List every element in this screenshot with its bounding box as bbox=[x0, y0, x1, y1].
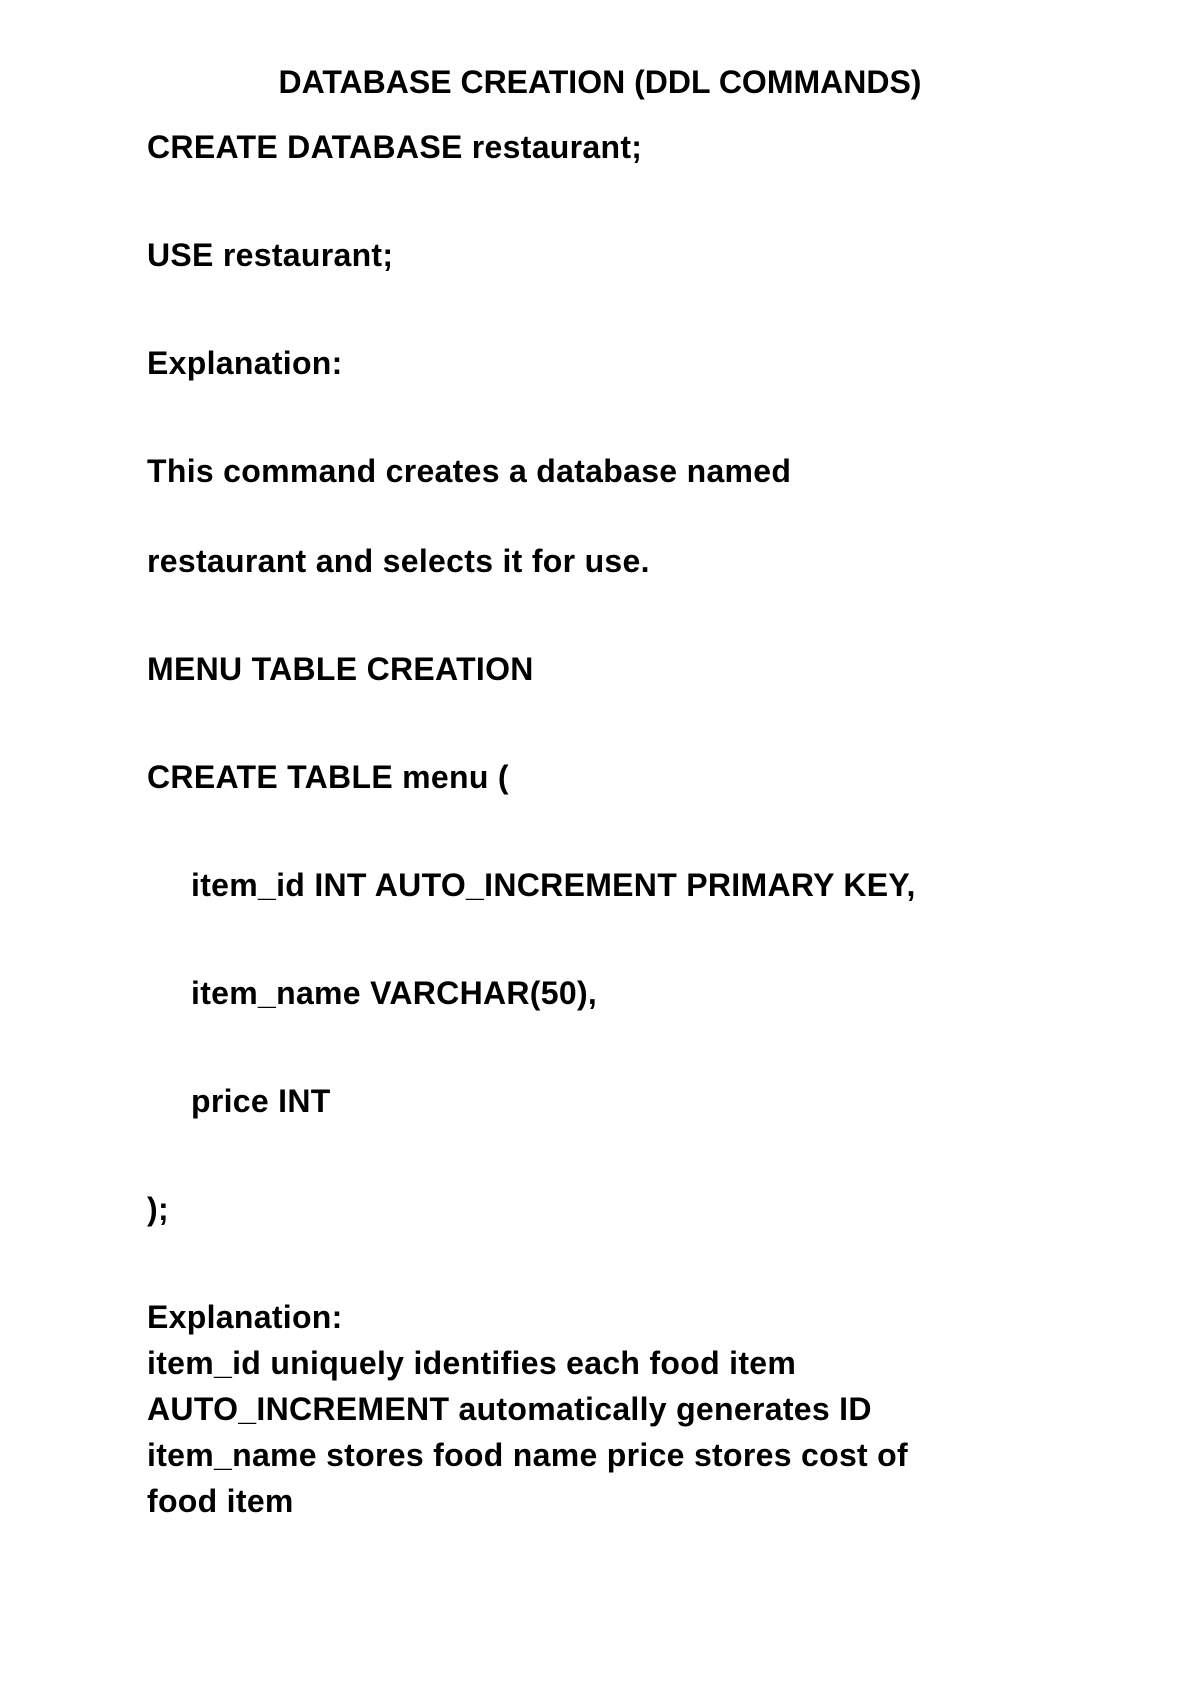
closing-parenthesis: ); bbox=[147, 1191, 169, 1227]
explanation-text-line: This command creates a database named bbox=[147, 453, 792, 489]
use-database-statement: USE restaurant; bbox=[147, 237, 394, 273]
explanation-text-line: item_name stores food name price stores cost of bbox=[147, 1437, 908, 1473]
section-heading: MENU TABLE CREATION bbox=[147, 651, 534, 687]
column-definition: item_id INT AUTO_INCREMENT PRIMARY KEY, bbox=[191, 867, 916, 903]
create-table-statement: CREATE TABLE menu ( bbox=[147, 759, 509, 795]
explanation-text-line: food item bbox=[147, 1483, 294, 1519]
explanation-text-line: restaurant and selects it for use. bbox=[147, 543, 650, 579]
explanation-label: Explanation: bbox=[147, 1299, 343, 1335]
explanation-label: Explanation: bbox=[147, 345, 343, 381]
page-title: DATABASE CREATION (DDL COMMANDS) bbox=[278, 64, 922, 100]
column-definition: price INT bbox=[191, 1083, 331, 1119]
explanation-text-line: AUTO_INCREMENT automatically generates ID bbox=[147, 1391, 872, 1427]
create-database-statement: CREATE DATABASE restaurant; bbox=[147, 129, 643, 165]
explanation-text-line: item_id uniquely identifies each food item bbox=[147, 1345, 797, 1381]
column-definition: item_name VARCHAR(50), bbox=[191, 975, 598, 1011]
